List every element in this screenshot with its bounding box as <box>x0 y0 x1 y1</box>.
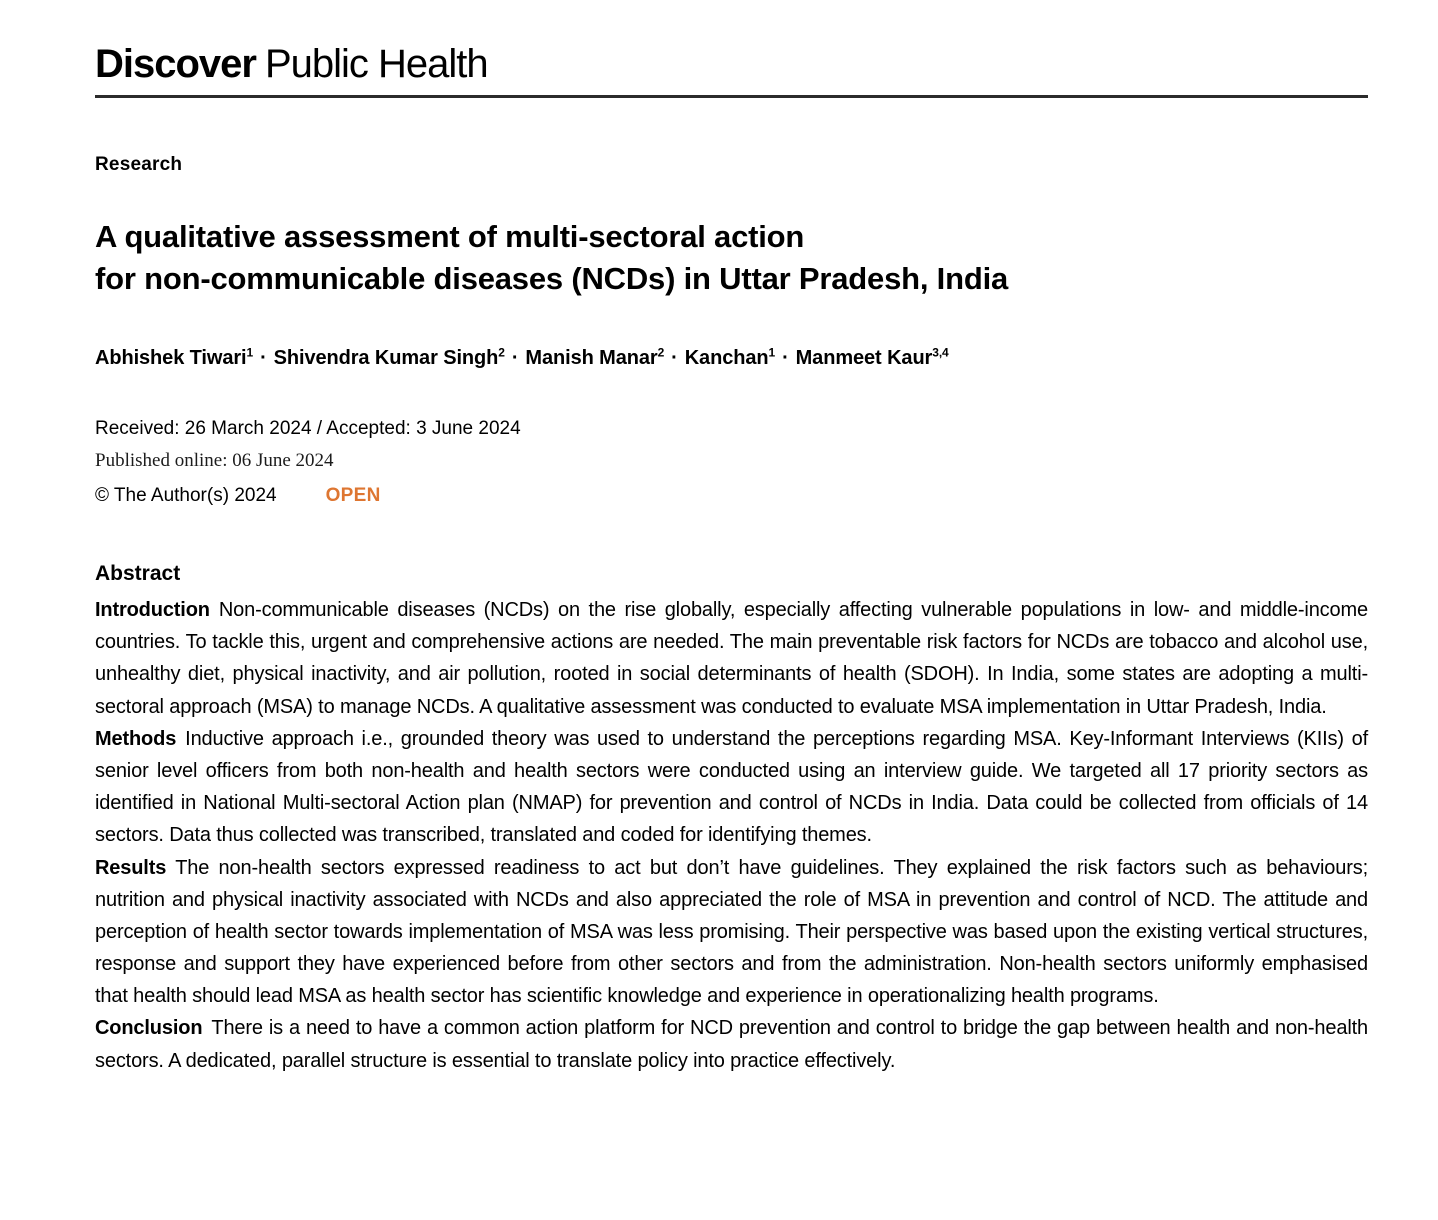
abstract-section-methods <box>95 723 1368 852</box>
abstract-section-conclusion <box>95 1012 1368 1076</box>
abstract-heading: Abstract <box>95 562 181 586</box>
author-superscript: 1 <box>246 345 254 360</box>
abstract-section-label: Results <box>95 856 167 879</box>
copyright-line <box>95 480 1368 512</box>
received-accepted-line: Received: 26 March 2024 / Accepted: 3 June 2024 <box>95 418 521 440</box>
author-superscript: 3,4 <box>932 345 949 360</box>
abstract-section-introduction <box>95 594 1368 723</box>
open-access-badge: OPEN <box>325 485 381 507</box>
article-meta <box>95 413 1368 512</box>
abstract-section-results <box>95 852 1368 1013</box>
article-type-label: Research <box>95 154 183 175</box>
paper-title-line-1: A qualitative assessment of multi-sectoral action <box>95 219 805 254</box>
author-name: Manmeet Kaur$^{3,4}$ <box>795 345 949 370</box>
author-superscript: 2 <box>657 345 665 360</box>
abstract-section-text: Non-communicable diseases (NCDs) on the rise globally, especially affecting vulnerable populations in low- and middle-income countries. To tackle this, urgent and comprehensive actions are needed. The main preventable risk factors for NCDs are tobacco and alcohol use, unhealthy diet, physical inactivity, and air pollution, rooted in social determinants of health (SDOH). In India, some states are adopting a multi-sectoral approach (MSA) to manage NCDs. A qualitative assessment was conducted to evaluate MSA implementation in Uttar Pradesh, India. <box>95 599 1368 718</box>
author-superscript: 1 <box>768 345 776 360</box>
journal-name-bold: Discover <box>95 42 256 86</box>
abstract-section-label: Conclusion <box>95 1017 203 1040</box>
abstract-section-label: Introduction <box>95 599 210 622</box>
author-name: Manish Manar$^2$ <box>525 345 665 370</box>
author-separator: · <box>260 347 267 370</box>
published-online-line: Published online: 06 June 2024 <box>95 450 334 472</box>
author-separator: · <box>511 347 519 370</box>
abstract-section-label: Methods <box>95 727 177 750</box>
author-superscript: 2 <box>498 345 505 360</box>
paper-title <box>95 216 1368 300</box>
abstract-section-text: There is a need to have a common action platform for NCD prevention and control to bridge the gap between health and non-health sectors. A dedicated, parallel structure is essential to translate policy into practice effectively. <box>95 1017 1368 1072</box>
author-separator: · <box>782 347 789 370</box>
abstract-body <box>95 594 1368 1077</box>
abstract-section-text: Inductive approach i.e., grounded theory was used to understand the perceptions regarding MSA. Key-Informant Interviews (KIIs) of senior level officers from both non-health and health sectors were conducted using an interview guide. We targeted all 17 priority sectors as identified in National Multi-sectoral Action plan (NMAP) for prevention and control of NCDs in India. Data could be collected from officials of 14 sectors. Data thus collected was transcribed, translated and coded for identifying themes. <box>95 727 1368 847</box>
copyright-text: © The Author(s) 2024 <box>95 485 277 507</box>
author-name: Shivendra Kumar Singh$^2$ <box>273 345 505 370</box>
journal-name-regular: Public Health <box>264 42 488 86</box>
abstract-section-text: The non-health sectors expressed readiness to act but don’t have guidelines. They explained the risk factors such as behaviours; nutrition and physical inactivity associated with NCDs and also appreciated the role of MSA in prevention and control of NCD. The attitude and perception of health sector towards implementation of MSA was less promising. Their perspective was based upon the existing vertical structures, response and support they have experienced before from other sectors and from the administration. Non-health sectors uniformly emphasised that health should lead MSA as health sector has scientific knowledge and experience in operationalizing health programs. <box>95 856 1368 1008</box>
author-name: Kanchan$^1$ <box>684 345 776 370</box>
author-separator: · <box>671 347 678 370</box>
authors-line <box>95 347 1368 370</box>
header-rule <box>95 95 1368 98</box>
author-name: Abhishek Tiwari$^1$ <box>95 345 254 370</box>
paper-title-line-2: for non-communicable diseases (NCDs) in Uttar Pradesh, India <box>95 261 1009 297</box>
journal-name <box>95 42 1368 86</box>
